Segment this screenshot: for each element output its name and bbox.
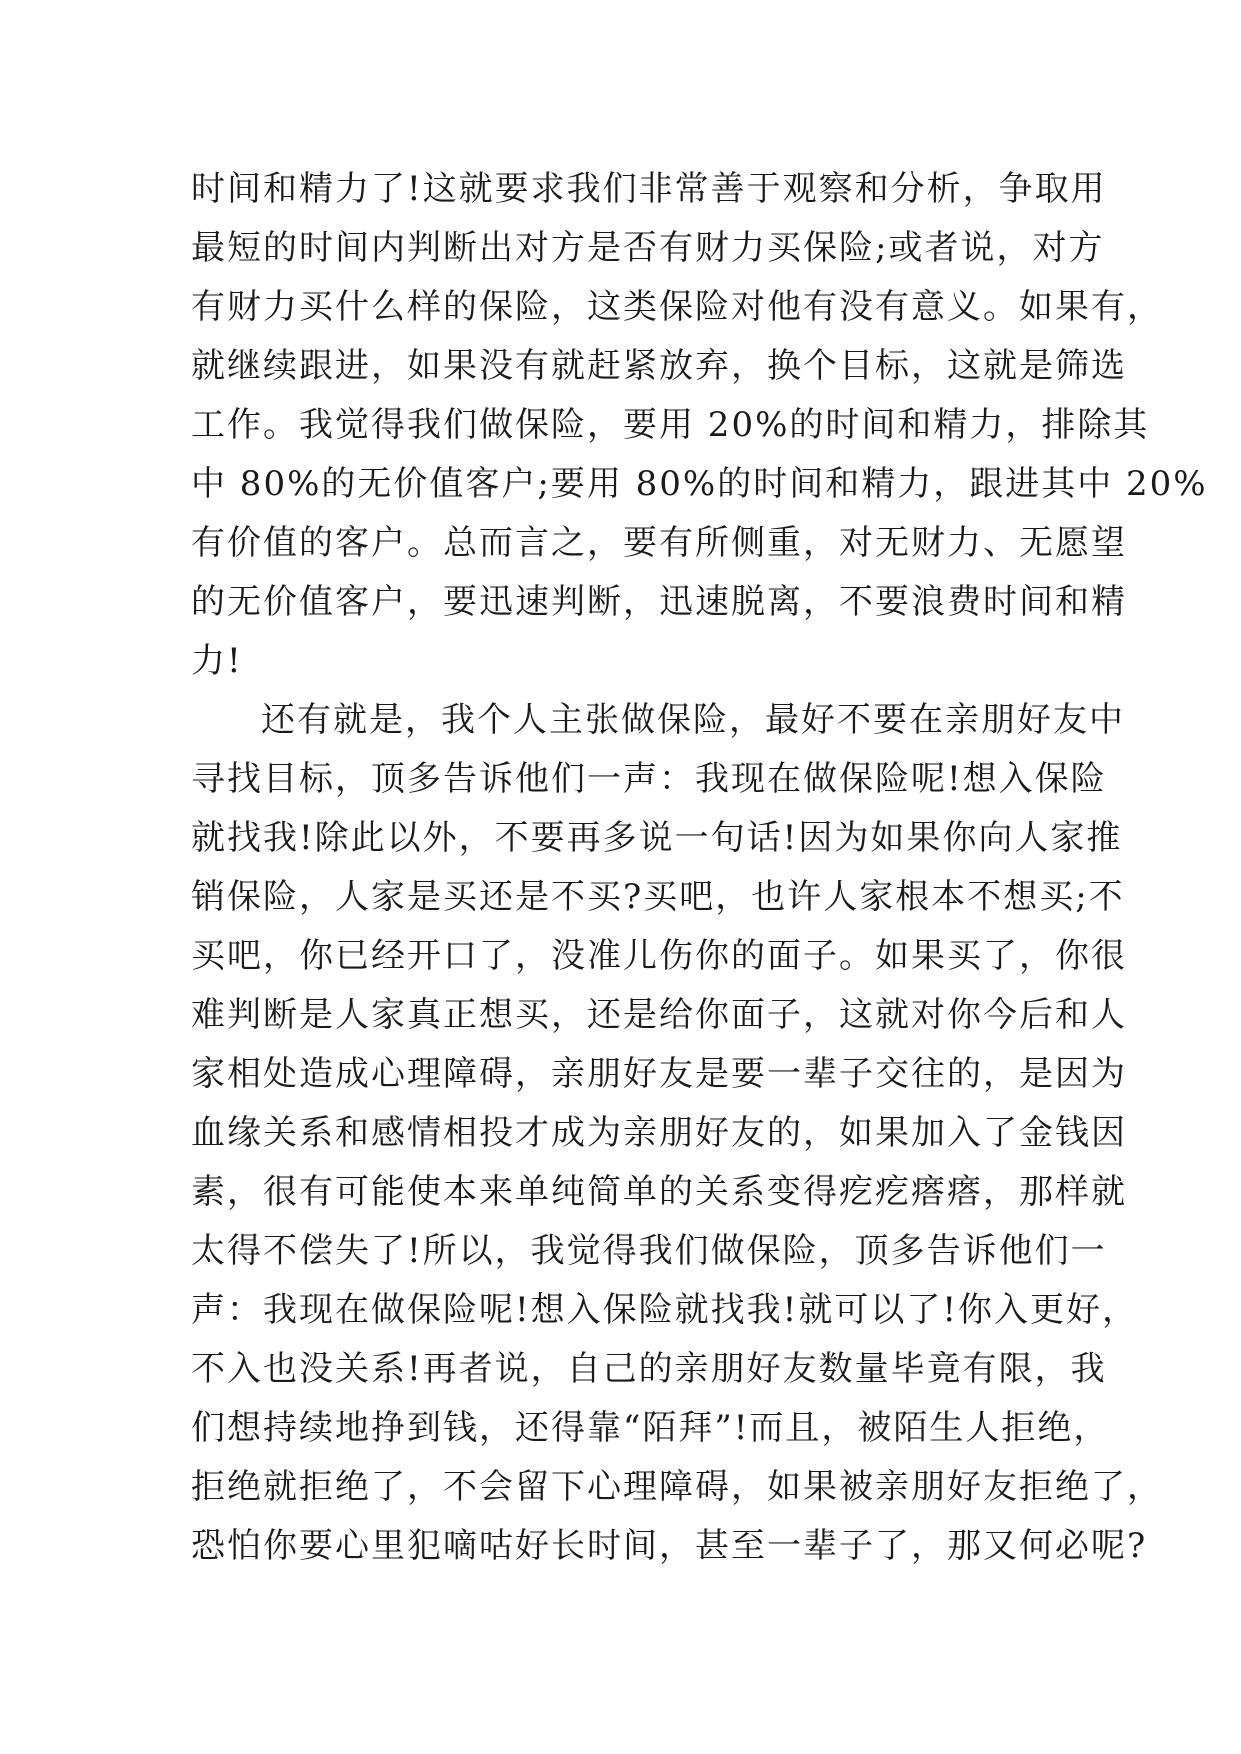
text-line: 买吧，你已经开口了，没准儿伤你的面子。如果买了，你很 xyxy=(191,936,1127,976)
paragraph-1 xyxy=(191,160,1208,691)
text-line: 们想持续地挣到钱，还得靠“陌拜”!而且，被陌生人拒绝， xyxy=(191,1408,1110,1448)
text-line: 销保险，人家是买还是不买?买吧，也许人家根本不想买;不 xyxy=(191,877,1125,917)
text-line: 工作。我觉得我们做保险，要用 20%的时间和精力，排除其 xyxy=(191,405,1150,445)
body-text xyxy=(191,160,1208,1576)
text-line: 不入也没关系!再者说，自己的亲朋好友数量毕竟有限，我 xyxy=(191,1349,1107,1389)
text-line: 太得不偿失了!所以，我觉得我们做保险，顶多告诉他们一 xyxy=(191,1231,1107,1271)
text-line-indented: 还有就是，我个人主张做保险，最好不要在亲朋好友中 xyxy=(261,700,1125,740)
text-line: 中 80%的无价值客户;要用 80%的时间和精力，跟进其中 20% xyxy=(191,464,1208,504)
text-line: 就找我!除此以外，不要再多说一句话!因为如果你向人家推 xyxy=(191,818,1123,858)
text-line: 拒绝就拒绝了，不会留下心理障碍，如果被亲朋好友拒绝了， xyxy=(191,1467,1163,1507)
text-line: 声：我现在做保险呢!想入保险就找我!就可以了!你入更好， xyxy=(191,1290,1138,1330)
text-line: 有价值的客户。总而言之，要有所侧重，对无财力、无愿望 xyxy=(191,523,1127,563)
text-line: 时间和精力了!这就要求我们非常善于观察和分析，争取用 xyxy=(191,169,1107,209)
text-line: 素，很有可能使本来单纯简单的关系变得疙疙瘩瘩，那样就 xyxy=(191,1172,1127,1212)
text-line: 家相处造成心理障碍，亲朋好友是要一辈子交往的，是因为 xyxy=(191,1054,1127,1094)
text-line: 的无价值客户，要迅速判断，迅速脱离，不要浪费时间和精 xyxy=(191,582,1127,622)
text-line: 就继续跟进，如果没有就赶紧放弃，换个目标，这就是筛选 xyxy=(191,346,1127,386)
text-line: 最短的时间内判断出对方是否有财力买保险;或者说，对方 xyxy=(191,228,1105,268)
text-line: 寻找目标，顶多告诉他们一声：我现在做保险呢!想入保险 xyxy=(191,759,1107,799)
text-line: 血缘关系和感情相投才成为亲朋好友的，如果加入了金钱因 xyxy=(191,1113,1127,1153)
text-line: 有财力买什么样的保险，这类保险对他有没有意义。如果有， xyxy=(191,287,1163,327)
text-line: 难判断是人家真正想买，还是给你面子，这就对你今后和人 xyxy=(191,995,1127,1035)
text-line: 恐怕你要心里犯嘀咕好长时间，甚至一辈子了，那又何必呢? xyxy=(191,1526,1148,1566)
text-line: 力! xyxy=(191,641,243,681)
paragraph-2 xyxy=(191,691,1163,1576)
